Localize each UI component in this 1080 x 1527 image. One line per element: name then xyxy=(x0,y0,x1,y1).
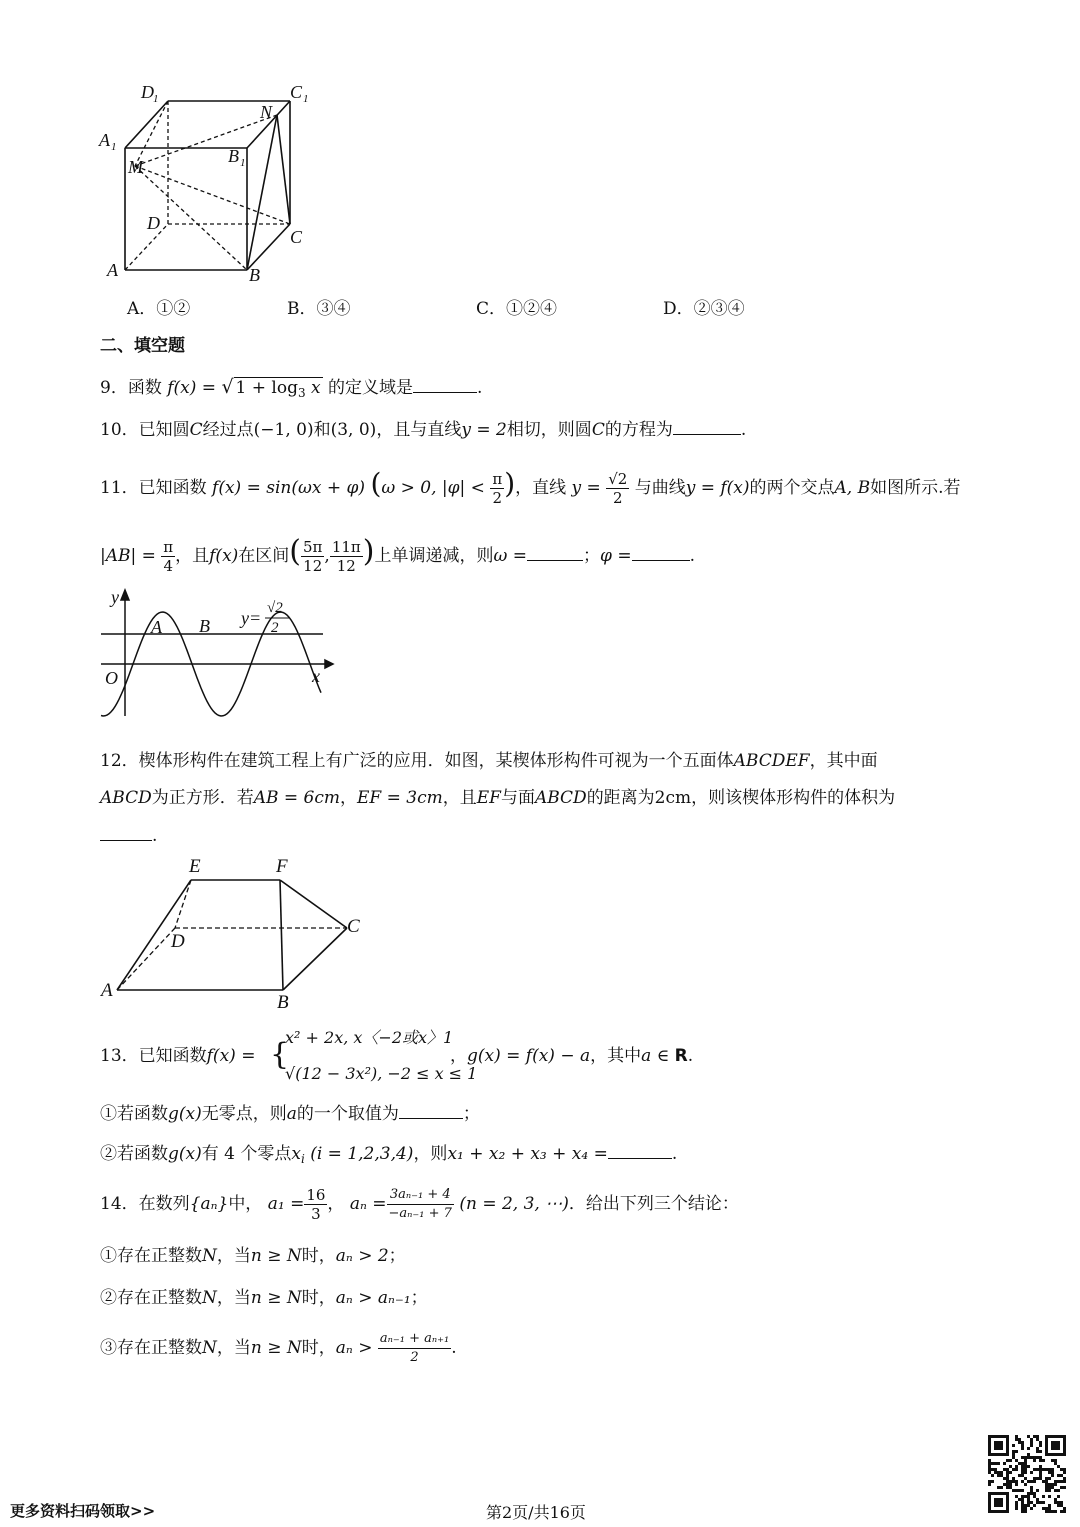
wedge-label-f: F xyxy=(276,856,288,877)
question-11-line2: |AB| = $\frac{\pi}{4}$ ，且f(x)在区间( $\frac{5\pi}{12}$ , $\frac{11\pi}{12}$ )上单调递减，则ω = ；φ = . xyxy=(100,534,695,575)
question-14: 14．在数列{aₙ}中， a₁ = $\frac{16}{3}$ ， aₙ = $\frac{\text{3aₙ₋₁ + 4}}{\text{−aₙ₋₁ + 7}}$ (n = 2, 3, ⋯)．给出下列三个结论： xyxy=(100,1186,739,1223)
label-B1-sub: 1 xyxy=(240,157,246,169)
wedge-label-e: E xyxy=(189,856,201,877)
label-D1-sub: 1 xyxy=(153,93,159,105)
point-a-label: A xyxy=(151,617,162,637)
footer-scan-link[interactable]: 更多资料扫码领取>> xyxy=(10,1502,156,1520)
piecewise-brace: { xyxy=(270,1037,290,1072)
option-a: A．①② xyxy=(127,299,191,319)
wedge-label-b: B xyxy=(277,992,289,1013)
question-13-suffix: ，g(x) = f(x) − a，其中a ∈ R. xyxy=(450,1046,694,1066)
label-M: M xyxy=(128,157,143,177)
conclusion-1: ①存在正整数N，当n ≥ N时，aₙ > 2； xyxy=(100,1246,406,1266)
wedge-label-c: C xyxy=(347,916,360,937)
conclusion-2: ②存在正整数N，当n ≥ N时，aₙ > aₙ₋₁； xyxy=(100,1288,428,1308)
wedge-figure xyxy=(95,850,375,1015)
sine-graph xyxy=(95,588,335,718)
origin-label: O xyxy=(105,668,118,688)
option-d: D．②③④ xyxy=(663,299,745,319)
question-13-part-2: ②若函数g(x)有 4 个零点$x_i$ (i = 1,2,3,4)，则x₁ + x₂ + x₃ + x₄ = . xyxy=(100,1144,678,1166)
question-11-line1: 11．已知函数 f(x) = sin(ωx + φ) (ω > 0, |φ| < $\frac{\pi}{2}$ )，直线 y = $\frac{√2}{2}$ 与曲线y = f(x)的两个交点A, B如图所示.若 xyxy=(100,467,961,507)
question-10: 10．已知圆C经过点(−1, 0)和(3, 0)，且与直线y = 2相切，则圆C的方程为 . xyxy=(100,420,747,440)
label-A: A xyxy=(107,260,118,280)
line-label: y= xyxy=(241,608,262,628)
question-12-line1: 12．楔体形构件在建筑工程上有广泛的应用．如图，某楔体形构件可视为一个五面体ABCDEF，其中面 xyxy=(100,751,878,771)
question-12-line2: ABCD为正方形．若AB = 6cm，EF = 3cm，且EF与面ABCD的距离为2cm，则该楔体形构件的体积为 xyxy=(100,788,896,808)
label-A1-sub: 1 xyxy=(111,141,117,153)
question-9: 9．函数 f(x) = √ $1 + \log_3 x$ 的定义域是 . xyxy=(100,376,483,400)
question-13-prefix: 13．已知函数f(x) = xyxy=(100,1046,256,1066)
line-label-num: √2 xyxy=(267,600,283,616)
label-C: C xyxy=(290,227,303,247)
question-12-line3: . xyxy=(100,825,157,847)
label-C1-sub: 1 xyxy=(303,93,309,105)
point-b-label: B xyxy=(199,616,210,636)
page-number: 第2页/共16页 xyxy=(486,1503,586,1522)
label-B: B xyxy=(249,265,260,285)
qr-code-icon[interactable] xyxy=(988,1435,1066,1513)
section-title: 二、填空题 xyxy=(100,336,185,356)
wedge-label-d: D xyxy=(171,931,185,952)
option-b: B．③④ xyxy=(287,299,351,319)
axis-x-label: x xyxy=(312,666,320,686)
option-c: C．①②④ xyxy=(476,299,558,319)
conclusion-3: ③存在正整数N，当n ≥ N时，aₙ > $\frac{\text{aₙ₋₁ + aₙ₊₁}}{2}$ . xyxy=(100,1331,457,1365)
label-B1: B xyxy=(228,146,239,166)
label-A1: A xyxy=(99,130,110,150)
line-label-den: 2 xyxy=(271,620,279,636)
label-D: D xyxy=(147,213,160,233)
piecewise-case-2: √(12 − 3x²), −2 ≤ x ≤ 1 xyxy=(285,1064,478,1083)
cube-figure xyxy=(95,78,325,288)
question-13-part-1: ①若函数g(x)无零点，则a的一个取值为 ； xyxy=(100,1104,480,1124)
label-D1: D xyxy=(141,82,154,102)
axis-y-label: y xyxy=(111,588,119,607)
wedge-label-a: A xyxy=(101,980,113,1001)
label-N: N xyxy=(260,102,273,122)
label-C1: C xyxy=(290,82,303,102)
piecewise-case-1: x² + 2x, x〈−2或x〉1 xyxy=(285,1028,454,1047)
